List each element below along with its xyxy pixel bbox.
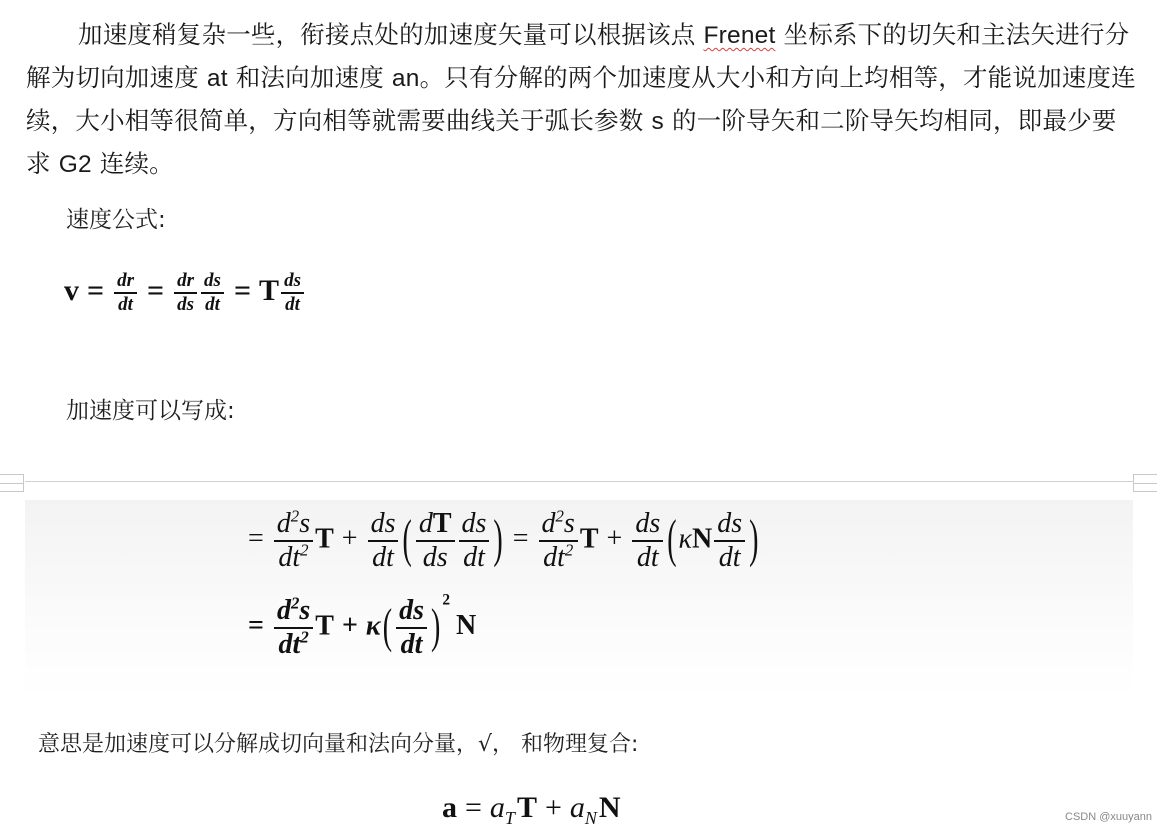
math-plus: + (544, 791, 562, 824)
frac-num: ds (368, 508, 399, 542)
frac-num: ds (201, 270, 224, 294)
math-N: N (692, 523, 713, 555)
frac-d2s-dt2 (274, 595, 313, 661)
meaning-label: 意思是加速度可以分解成切向量和法向分量，√， 和物理复合: (38, 732, 639, 757)
frac-den: dt (118, 294, 133, 315)
math-T: T (516, 791, 537, 824)
frac-num: ds (396, 595, 427, 629)
frac-num: $d^2s$ (274, 508, 313, 542)
accel-formula-line-2 (240, 591, 477, 661)
math-eq: = (512, 523, 529, 555)
frac-d2s-dt2 (539, 508, 578, 574)
frac-num: ds (459, 508, 490, 542)
final-formula (442, 791, 621, 828)
frac-num: dr (114, 270, 137, 294)
acceleration-label: 加速度可以写成: (66, 398, 235, 424)
frac-dr-dt (114, 270, 137, 316)
para-g2: G2 (58, 151, 92, 178)
para-text-3: 和法向加速度 (227, 63, 392, 92)
para-text-4: 。只有分解的两个加速度从大小和方向上均相等，才能说加速度连续，大小相等很简单，方向相等就需要曲线关于弧长参数 (26, 63, 1136, 135)
frac-den: dt (636, 542, 659, 573)
math-T: T (315, 523, 334, 555)
para-text-6: 连续。 (91, 149, 174, 178)
frac-den: dt (372, 542, 394, 573)
frac-dT-ds (416, 508, 455, 574)
velocity-formula (64, 270, 306, 316)
frac-num: dr (174, 270, 197, 294)
page-margin-mark-left (0, 474, 24, 492)
math-plus: + (606, 523, 623, 555)
math-N: N (456, 610, 477, 642)
math-eq: = (87, 273, 105, 307)
math-a: a (442, 791, 457, 824)
math-N: N (598, 791, 621, 824)
frac-den: $dt^2$ (543, 540, 574, 573)
math-eq: = (248, 610, 264, 642)
left-paren: ( (667, 510, 677, 570)
right-paren: ) (493, 510, 503, 570)
frac-den: ds (422, 542, 448, 573)
math-aN: $a_N$ (569, 791, 597, 828)
frac-ds-dt (632, 508, 663, 574)
math-T: T (315, 610, 334, 642)
para-s: s (651, 108, 664, 135)
frac-num: ds (714, 508, 745, 542)
math-eq: = (248, 523, 264, 555)
intro-paragraph (26, 14, 1141, 186)
velocity-formula-label: 速度公式: (66, 207, 166, 233)
frac-ds-dt (368, 508, 399, 574)
math-eq: = (147, 273, 165, 307)
left-paren: ( (402, 510, 412, 570)
para-text-2: 坐标系下的切矢和主法矢进行分解为切向加速度 (26, 20, 1130, 92)
frac-den: dt (285, 294, 300, 315)
frac-num: ds (632, 508, 663, 542)
frac-ds-dt (201, 270, 224, 316)
para-an: an (391, 65, 420, 92)
frac-den: ds (177, 294, 195, 315)
frac-dr-ds (174, 270, 197, 316)
frac-ds-dt (396, 595, 427, 661)
frac-num: $d^2s$ (539, 508, 578, 542)
frac-ds-dt (714, 508, 745, 574)
frac-ds-dt (281, 270, 304, 316)
para-frenet: Frenet (703, 22, 776, 49)
left-paren: ( (382, 600, 393, 655)
frac-den: dt (463, 542, 485, 573)
frac-ds-dt (459, 508, 490, 574)
math-v: v (64, 273, 79, 307)
math-kappa: κ (365, 610, 381, 642)
math-eq: = (233, 273, 252, 307)
para-text-5: 的一阶导矢和二阶导矢均相同，即最少要求 (26, 106, 1117, 178)
frac-den: dt (205, 294, 220, 315)
accel-formula-line-1 (240, 508, 760, 574)
frac-num: dT (416, 508, 455, 542)
watermark: CSDN @xuuyann (1065, 811, 1152, 823)
para-text-1: 加速度稍复杂一些，衔接点处的加速度矢量可以根据该点 (78, 20, 704, 49)
math-aT: $a_T$ (489, 791, 515, 828)
math-plus: + (341, 523, 358, 555)
math-T: T (579, 523, 599, 555)
frac-den: dt (400, 629, 423, 660)
frac-den: dt (718, 542, 741, 573)
right-paren: ) (749, 510, 759, 570)
frac-num: ds (281, 270, 304, 294)
math-T: T (259, 273, 280, 307)
right-paren: ) (431, 600, 441, 655)
math-eq: = (465, 791, 482, 824)
frac-den: $dt^2$ (278, 540, 309, 573)
exponent-2: 2 (442, 591, 451, 609)
math-kappa: κ (678, 523, 692, 555)
page-margin-mark-right (1133, 474, 1157, 492)
frac-den: $dt^2$ (278, 627, 309, 660)
frac-d2s-dt2 (274, 508, 313, 574)
math-plus: + (341, 610, 358, 642)
page-break-line (25, 481, 1134, 482)
para-at: at (206, 65, 228, 92)
frac-num: $d^2s$ (274, 595, 313, 629)
